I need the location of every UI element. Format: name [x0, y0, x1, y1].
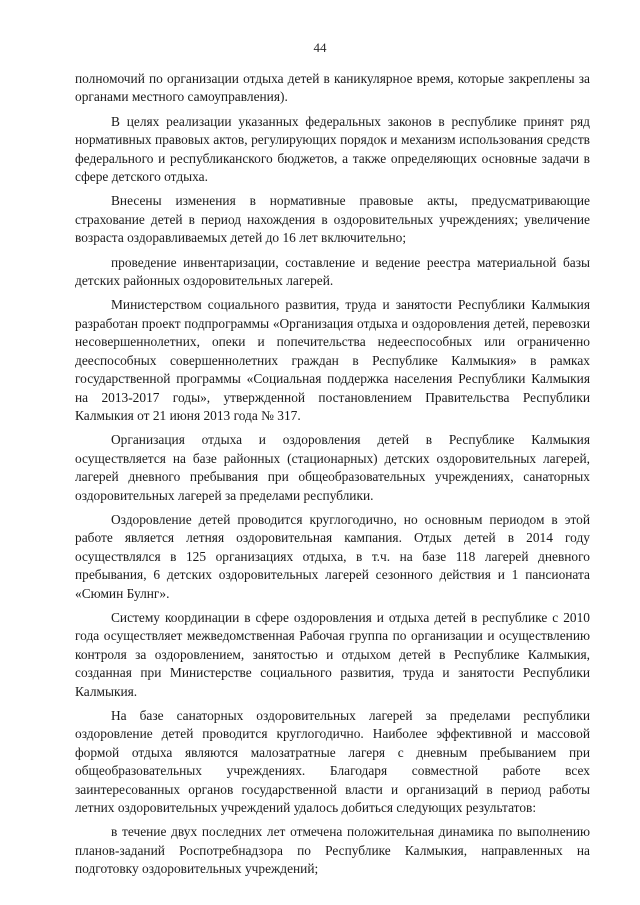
paragraph: Систему координации в сфере оздоровления и отдыха детей в республике с 2010 года осуществляет межведомственная Рабочая группа по организации и осуществлению контроля за оздоровлением, занятостью и отдыхом детей в Республике Калмыкия, созданная при Министерстве социального развития, труда и занятости Республики Калмыкия. — [75, 609, 590, 699]
paragraph: Министерством социального развития, труда и занятости Республики Калмыкия разработан проект подпрограммы «Организация отдыха и оздоровления детей, перевозки несовершеннолетних, опеки и попечительства недееспособных или ограниченно дееспособных совершеннолетних граждан в Республике Калмыкия» в рамках государственной программы «Социальная поддержка населения Республики Калмыкия на 2013-2017 годы», утвержденной постановлением Правительства Республики Калмыкия от 21 июня 2013 года № 317. — [75, 297, 590, 423]
paragraph: проведение инвентаризации, составление и ведение реестра материальной базы детских районных оздоровительных лагерей. — [75, 254, 590, 289]
paragraph: В целях реализации указанных федеральных законов в республике принят ряд нормативных правовых актов, регулирующих порядок и механизм использования средств федерального и республиканского бюджетов, а также определяющих основные задачи в сфере детского отдыха. — [75, 113, 590, 185]
paragraph: Оздоровление детей проводится круглогодично, но основным периодом в этой работе является летняя оздоровительная кампания. Отдых детей в 2014 году осуществлялся в 125 организациях отдыха, в т.ч. на базе 118 лагерей дневного пребывания, 6 детских оздоровительных лагерей сезонного действия и 1 пансионата «Сюмин Булнг». — [75, 511, 590, 601]
document-body — [75, 70, 590, 885]
paragraph: Внесены изменения в нормативные правовые акты, предусматривающие страхование детей в период нахождения в оздоровительных учреждениях; увеличение возраста оздоравливаемых детей до 16 лет включительно; — [75, 193, 590, 246]
paragraph: в течение двух последних лет отмечена положительная динамика по выполнению планов-заданий Роспотребнадзора по Республике Калмыкия, направленных на подготовку оздоровительных учреждений; — [75, 824, 590, 877]
page-number: 44 — [313, 40, 327, 55]
paragraph: На базе санаторных оздоровительных лагерей за пределами республики оздоровление детей проводится круглогодично. Наиболее эффективной и массовой формой отдыха являются малозатратные лагеря с дневным пребыванием при общеобразовательных учреждениях. Благодаря совместной работе всех заинтересованных органов государственной власти и организаций в период работы летних оздоровительных учреждений удалось добиться следующих результатов: — [75, 708, 590, 816]
paragraph: полномочий по организации отдыха детей в каникулярное время, которые закреплены за органами местного самоуправления). — [75, 71, 590, 105]
paragraph: Организация отдыха и оздоровления детей в Республике Калмыкия осуществляется на базе районных (стационарных) детских оздоровительных лагерей, лагерей дневного пребывания при общеобразовательных учреждениях, санаторных оздоровительных лагерей за пределами республики. — [75, 432, 590, 503]
